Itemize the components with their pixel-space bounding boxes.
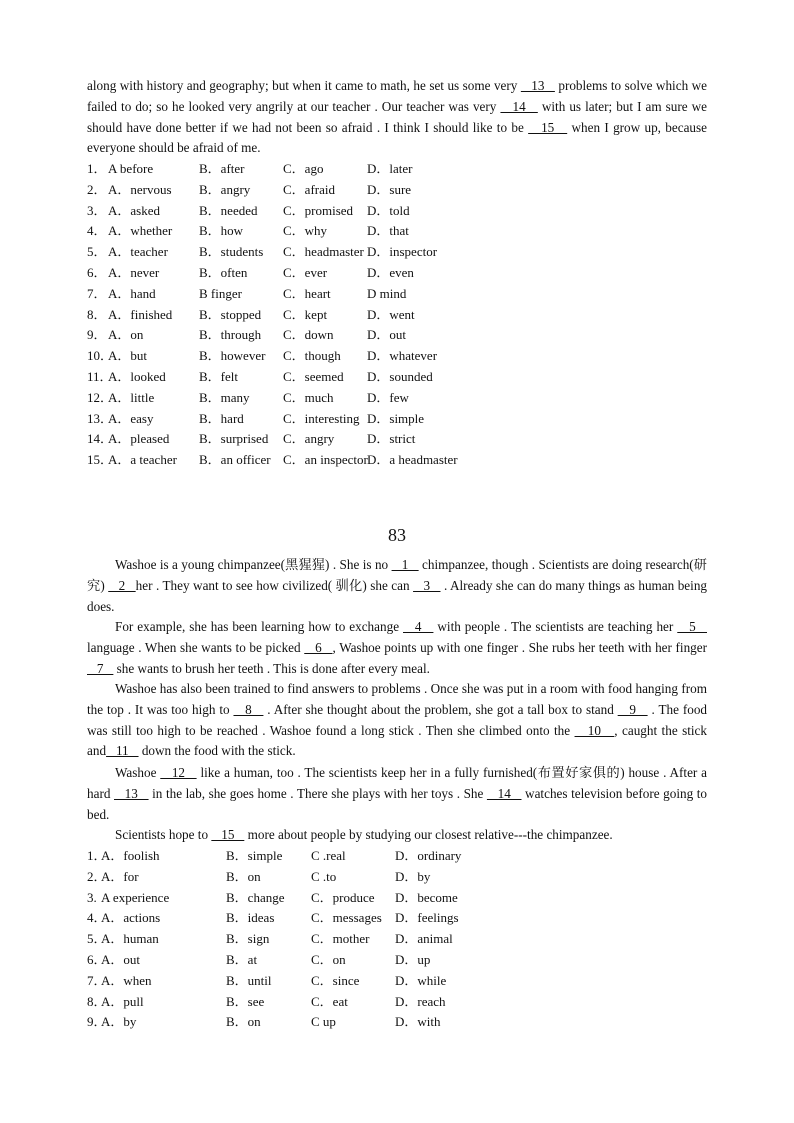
option-d: D mind <box>367 285 407 301</box>
option-b: B．needed <box>199 202 258 218</box>
option-row <box>87 346 707 367</box>
option-row <box>87 201 707 222</box>
option-b: B．sign <box>226 931 270 947</box>
option-row <box>87 992 707 1013</box>
option-d: D．by <box>395 868 431 884</box>
option-row <box>87 305 707 326</box>
option-a: A．human <box>101 931 159 947</box>
answer-blank: 12 <box>160 765 197 780</box>
passage-paragraph: For example, she has been learning how to exchange 4 with people . The scientists are teaching her 5 language . When she wants to be picked 6 , Washoe points up with one finger . She rubs her teeth with her finger 7 she wants to brush her teeth . This is done after every meal. <box>87 619 708 676</box>
option-a: A before <box>108 161 154 176</box>
option-a: A．but <box>108 348 148 364</box>
option-row <box>87 450 707 471</box>
option-d: D．inspector <box>367 244 438 260</box>
answer-blank: 9 <box>617 701 648 717</box>
option-a: A．teacher <box>108 244 168 260</box>
option-b: B．surprised <box>199 431 269 447</box>
option-row <box>87 388 707 409</box>
question-number: 8． <box>87 993 107 1009</box>
answer-blank: 5 <box>677 619 707 634</box>
question-number: 12． <box>87 389 114 405</box>
question-number: 3． <box>87 202 107 218</box>
option-b: B．change <box>226 889 285 905</box>
option-b: B．an officer <box>199 452 271 468</box>
option-c: C．angry <box>283 431 335 447</box>
question-number: 5． <box>87 244 107 260</box>
answer-blank: 15 <box>211 827 245 842</box>
option-d: D．later <box>367 161 413 176</box>
option-b: B．on <box>226 868 261 884</box>
option-c: C .to <box>311 868 337 884</box>
option-d: D．few <box>367 389 409 405</box>
option-c: C．ago <box>283 161 324 176</box>
option-b: B．see <box>226 993 265 1009</box>
option-b: B．on <box>226 1014 261 1030</box>
option-d: D．a headmaster <box>367 452 458 468</box>
option-a: A．little <box>108 389 155 405</box>
answer-blank: 10 <box>574 722 615 738</box>
question-number: 3. <box>87 889 97 905</box>
option-b: B．ideas <box>226 910 275 926</box>
option-d: D．told <box>367 202 410 218</box>
passage-ending-paragraph: along with history and geography; but when it came to math, he set us some very 13 problems to solve which we failed to do; so he looked very angrily at our teacher . Our teacher was very 14 with us later; but I am sure we should have done better if we had not been so afraid . I think I should like to be 15 when I grow up, because everyone should be afraid of me. <box>87 78 708 156</box>
option-a: A．for <box>101 868 139 884</box>
option-row <box>87 367 707 388</box>
option-c: C．mother <box>311 931 370 947</box>
option-a: A．nervous <box>108 181 172 197</box>
option-d: D．up <box>395 951 431 967</box>
option-d: D．out <box>367 327 407 343</box>
passage-paragraph: Scientists hope to 15 more about people by studying our closest relative---the chimpanzee. <box>115 827 613 842</box>
option-b: B．how <box>199 223 244 239</box>
option-c: C．kept <box>283 306 328 322</box>
answer-blank: 14 <box>500 98 538 114</box>
option-a: A．asked <box>108 202 160 218</box>
option-b: B．through <box>199 327 262 343</box>
option-row <box>87 325 707 346</box>
option-b: B．felt <box>199 368 238 384</box>
option-b: B．at <box>226 951 258 967</box>
option-c: C．headmaster <box>283 244 364 260</box>
question-number: 5． <box>87 931 107 947</box>
option-row <box>87 180 707 201</box>
option-a: A．easy <box>108 410 154 426</box>
passage-paragraph: Washoe has also been trained to find answers to problems . Once she was put in a room with food hanging from the top . It was too high to 8 . After she thought about the problem, she got a tall box to stand 9 . The food was still too high to be reached . Washoe found a long stick . Then she climbed onto the 10 , caught the stick and 11 down the food with the stick. <box>87 681 708 759</box>
options-list-second <box>87 846 707 1033</box>
question-number: 7． <box>87 285 107 301</box>
question-number: 7． <box>87 972 107 988</box>
option-d: D．that <box>367 223 409 239</box>
option-b: B．until <box>226 972 272 988</box>
option-a: A．actions <box>101 910 161 926</box>
option-d: D．feelings <box>395 910 459 926</box>
option-a: A．looked <box>108 368 166 384</box>
option-d: D．went <box>367 306 415 322</box>
answer-blank: 15 <box>528 119 568 135</box>
question-number: 14． <box>87 431 114 447</box>
option-d: D．become <box>395 889 458 905</box>
option-d: D．strict <box>367 431 416 447</box>
option-row <box>87 908 707 929</box>
option-c: C．though <box>283 348 341 364</box>
option-c: C．ever <box>283 264 328 280</box>
option-c: C．much <box>283 389 334 405</box>
option-a: A．foolish <box>101 848 160 863</box>
option-c: C．seemed <box>283 368 344 384</box>
option-a: A．pleased <box>108 431 170 447</box>
option-a: A．a teacher <box>108 452 177 468</box>
question-number: 6． <box>87 951 107 967</box>
option-a: A．out <box>101 951 141 967</box>
option-c: C．messages <box>311 910 382 926</box>
option-row <box>87 159 707 180</box>
option-c: C．produce <box>311 889 375 905</box>
question-number: 15． <box>87 452 114 468</box>
question-number: 2． <box>87 181 107 197</box>
option-b: B．many <box>199 389 250 405</box>
option-c: C．afraid <box>283 181 335 197</box>
option-d: D．animal <box>395 931 453 947</box>
question-number: 2． <box>87 868 107 884</box>
option-b: B．often <box>199 264 248 280</box>
question-number: 4． <box>87 910 107 926</box>
option-b: B．angry <box>199 181 251 197</box>
option-c: C．on <box>311 951 346 967</box>
option-c: C up <box>311 1014 336 1030</box>
option-a: A．pull <box>101 993 144 1009</box>
question-number: 4． <box>87 223 107 239</box>
passage-number-heading: 83 <box>388 525 406 545</box>
answer-blank: 8 <box>233 701 264 717</box>
option-c: C．an inspector <box>283 452 368 468</box>
option-a: A．on <box>108 327 144 343</box>
answer-blank: 1 <box>391 557 419 572</box>
option-d: D．whatever <box>367 348 438 364</box>
option-d: D．ordinary <box>395 848 462 863</box>
option-c: C．heart <box>283 285 331 301</box>
question-number: 1． <box>87 161 107 176</box>
option-d: D．simple <box>367 410 425 426</box>
option-row <box>87 409 707 430</box>
option-a: A．by <box>101 1014 137 1030</box>
answer-blank: 6 <box>304 639 333 655</box>
answer-blank: 11 <box>106 743 139 759</box>
option-c: C．down <box>283 327 334 343</box>
option-c: C．eat <box>311 993 348 1009</box>
option-row <box>87 1012 707 1033</box>
question-number: 9． <box>87 1014 107 1030</box>
option-row <box>87 888 707 909</box>
question-number: 8． <box>87 306 107 322</box>
answer-blank: 2 <box>108 577 136 593</box>
answer-blank: 13 <box>520 78 555 93</box>
question-number: 13． <box>87 410 114 426</box>
question-number: 1． <box>87 848 107 863</box>
option-b: B finger <box>199 285 242 301</box>
option-c: C．why <box>283 223 328 239</box>
option-row <box>87 867 707 888</box>
option-d: D．even <box>367 264 414 280</box>
question-number: 10． <box>87 348 114 364</box>
option-row <box>87 846 707 867</box>
option-row <box>87 284 707 305</box>
option-c: C．interesting <box>283 410 360 426</box>
option-c: C .real <box>311 848 346 863</box>
option-d: D．sure <box>367 181 412 197</box>
option-b: B．after <box>199 161 245 176</box>
option-a: A experience <box>101 889 170 905</box>
question-number: 11． <box>87 368 113 384</box>
answer-blank: 3 <box>413 577 441 593</box>
option-b: B．hard <box>199 410 244 426</box>
option-d: D．sounded <box>367 368 433 384</box>
answer-blank: 14 <box>486 785 522 801</box>
option-c: C．promised <box>283 202 354 218</box>
option-d: D．reach <box>395 993 446 1009</box>
option-a: A．finished <box>108 306 173 322</box>
option-a: A．whether <box>108 223 173 239</box>
option-b: B．students <box>199 244 264 260</box>
option-row <box>87 429 707 450</box>
option-a: A．never <box>108 264 160 280</box>
passage-paragraph: Washoe is a young chimpanzee(黑猩猩) . She is no 1 chimpanzee, though . Scientists are doing research(研究) 2 her . They want to see how civilized( 驯化) she can 3 . Already she can do many things as human being does. <box>87 557 708 614</box>
option-d: D．while <box>395 972 447 988</box>
option-row <box>87 950 707 971</box>
question-number: 9． <box>87 327 107 343</box>
option-d: D．with <box>395 1014 441 1030</box>
answer-blank: 4 <box>403 619 434 634</box>
option-b: B．simple <box>226 848 283 863</box>
option-b: B．stopped <box>199 306 262 322</box>
answer-blank: 7 <box>87 660 114 676</box>
option-b: B．however <box>199 348 266 364</box>
option-c: C．since <box>311 972 360 988</box>
option-row <box>87 242 707 263</box>
option-row <box>87 221 707 242</box>
options-list-first <box>87 159 707 471</box>
option-row <box>87 971 707 992</box>
option-a: A．hand <box>108 285 156 301</box>
option-a: A．when <box>101 972 152 988</box>
question-number: 6． <box>87 264 107 280</box>
option-row <box>87 263 707 284</box>
option-row <box>87 929 707 950</box>
passage-paragraph: Washoe 12 like a human, too . The scientists keep her in a fully furnished(布置好家俱的) house . After a hard 13 in the lab, she goes home . There she plays with her toys . She 14 watches television before going to bed. <box>87 765 708 822</box>
answer-blank: 13 <box>114 785 149 801</box>
